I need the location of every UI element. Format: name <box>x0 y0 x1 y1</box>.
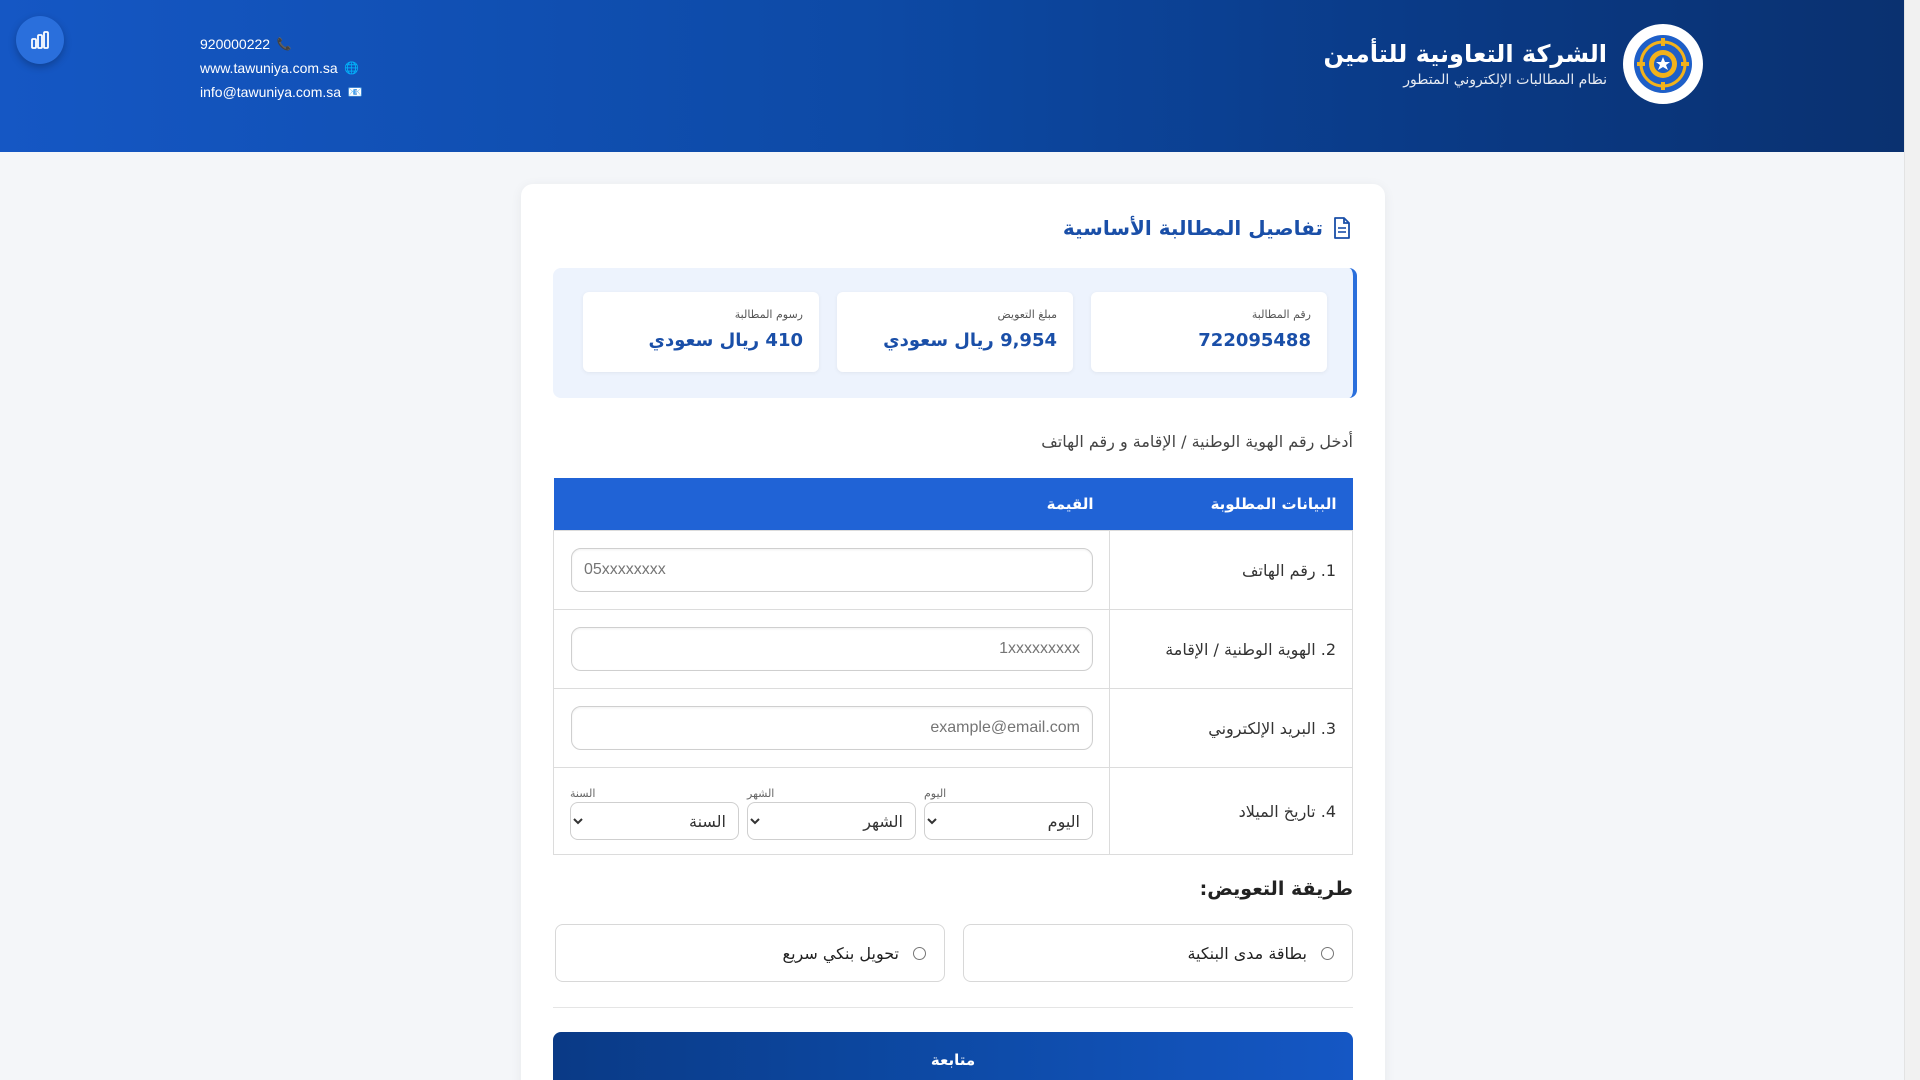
email-label: 3. البريد الإلكتروني <box>1110 689 1353 768</box>
company-name: الشركة التعاونية للتأمين <box>1323 40 1607 68</box>
dob-year-select[interactable] <box>570 802 739 840</box>
phone-icon: 📞 <box>276 37 292 51</box>
compensation-amount-value: 9,954 ريال سعودي <box>883 330 1057 351</box>
divider <box>553 1007 1353 1008</box>
bank-transfer-radio[interactable] <box>913 947 926 960</box>
company-logo <box>1623 24 1703 104</box>
continue-button[interactable]: متابعة <box>553 1032 1353 1080</box>
national-id-label: 2. الهوية الوطنية / الإقامة <box>1110 610 1353 689</box>
mada-card-radio[interactable] <box>1321 947 1334 960</box>
claim-number-label: رقم المطالبة <box>1251 308 1311 321</box>
section-header <box>1063 216 1351 240</box>
page-scrollbar[interactable] <box>1904 0 1920 1080</box>
claim-fees-value: 410 ريال سعودي <box>648 330 803 351</box>
bank-transfer-label: تحويل بنكي سريع <box>782 943 899 963</box>
phone-label: 1. رقم الهاتف <box>1110 531 1353 610</box>
table-row <box>554 610 1353 689</box>
claim-number-box <box>1091 292 1327 372</box>
contact-phone-text: 920000222 <box>200 36 271 52</box>
contact-website[interactable] <box>200 56 363 80</box>
brand-text <box>1323 38 1607 90</box>
phone-cell <box>554 531 1110 610</box>
dob-year-group <box>570 786 739 840</box>
table-header-row <box>554 478 1353 531</box>
dob-label: 4. تاريخ الميلاد <box>1110 768 1353 855</box>
claim-number-value: 722095488 <box>1198 330 1311 351</box>
contact-phone[interactable] <box>200 32 363 56</box>
company-logo-emblem <box>1631 32 1695 96</box>
table-row <box>554 768 1353 855</box>
document-icon <box>1333 217 1351 239</box>
mada-card-label: بطاقة مدى البنكية <box>1187 943 1307 963</box>
contact-email[interactable] <box>200 80 363 104</box>
email-input[interactable] <box>571 706 1093 750</box>
envelope-icon: 📧 <box>347 85 363 99</box>
national-id-input[interactable] <box>571 627 1093 671</box>
company-subtitle: نظام المطالبات الإلكتروني المتطور <box>1403 72 1607 88</box>
email-cell <box>554 689 1110 768</box>
bank-transfer-option[interactable] <box>555 924 945 982</box>
dob-month-label: الشهر <box>747 787 775 800</box>
compensation-amount-label: مبلغ التعويض <box>997 308 1057 321</box>
claim-summary <box>553 268 1357 398</box>
claim-card <box>521 184 1385 1080</box>
brand <box>1323 24 1703 104</box>
contact-email-text: info@tawuniya.com.sa <box>200 84 342 100</box>
form-instruction: أدخل رقم الهوية الوطنية / الإقامة و رقم الهاتف <box>1041 432 1353 451</box>
contact-website-text: www.tawuniya.com.sa <box>200 60 338 76</box>
dob-month-group <box>747 786 916 840</box>
claim-fees-box <box>583 292 819 372</box>
dob-day-group <box>924 786 1093 840</box>
dob-year-label: السنة <box>570 787 596 800</box>
dob-selects <box>570 782 1093 840</box>
column-header-value: القيمة <box>554 478 1110 531</box>
data-entry-table <box>553 478 1353 855</box>
section-title: تفاصيل المطالبة الأساسية <box>1062 216 1323 240</box>
compensation-method-title: طريقة التعويض: <box>1199 878 1353 900</box>
table-row <box>554 689 1353 768</box>
globe-icon: 🌐 <box>344 61 360 75</box>
column-header-field: البيانات المطلوبة <box>1110 478 1353 531</box>
mada-card-option[interactable] <box>963 924 1353 982</box>
stats-button[interactable] <box>16 16 64 64</box>
claim-fees-label: رسوم المطالبة <box>734 308 803 321</box>
site-header <box>0 0 1905 152</box>
dob-month-select[interactable] <box>747 802 916 840</box>
contact-info <box>200 32 363 104</box>
table-row <box>554 531 1353 610</box>
phone-input[interactable] <box>571 548 1093 592</box>
national-id-cell <box>554 610 1110 689</box>
dob-day-select[interactable] <box>924 802 1093 840</box>
compensation-amount-box <box>837 292 1073 372</box>
dob-day-label: اليوم <box>924 787 947 800</box>
dob-cell <box>554 768 1110 855</box>
bar-chart-icon <box>30 30 50 50</box>
